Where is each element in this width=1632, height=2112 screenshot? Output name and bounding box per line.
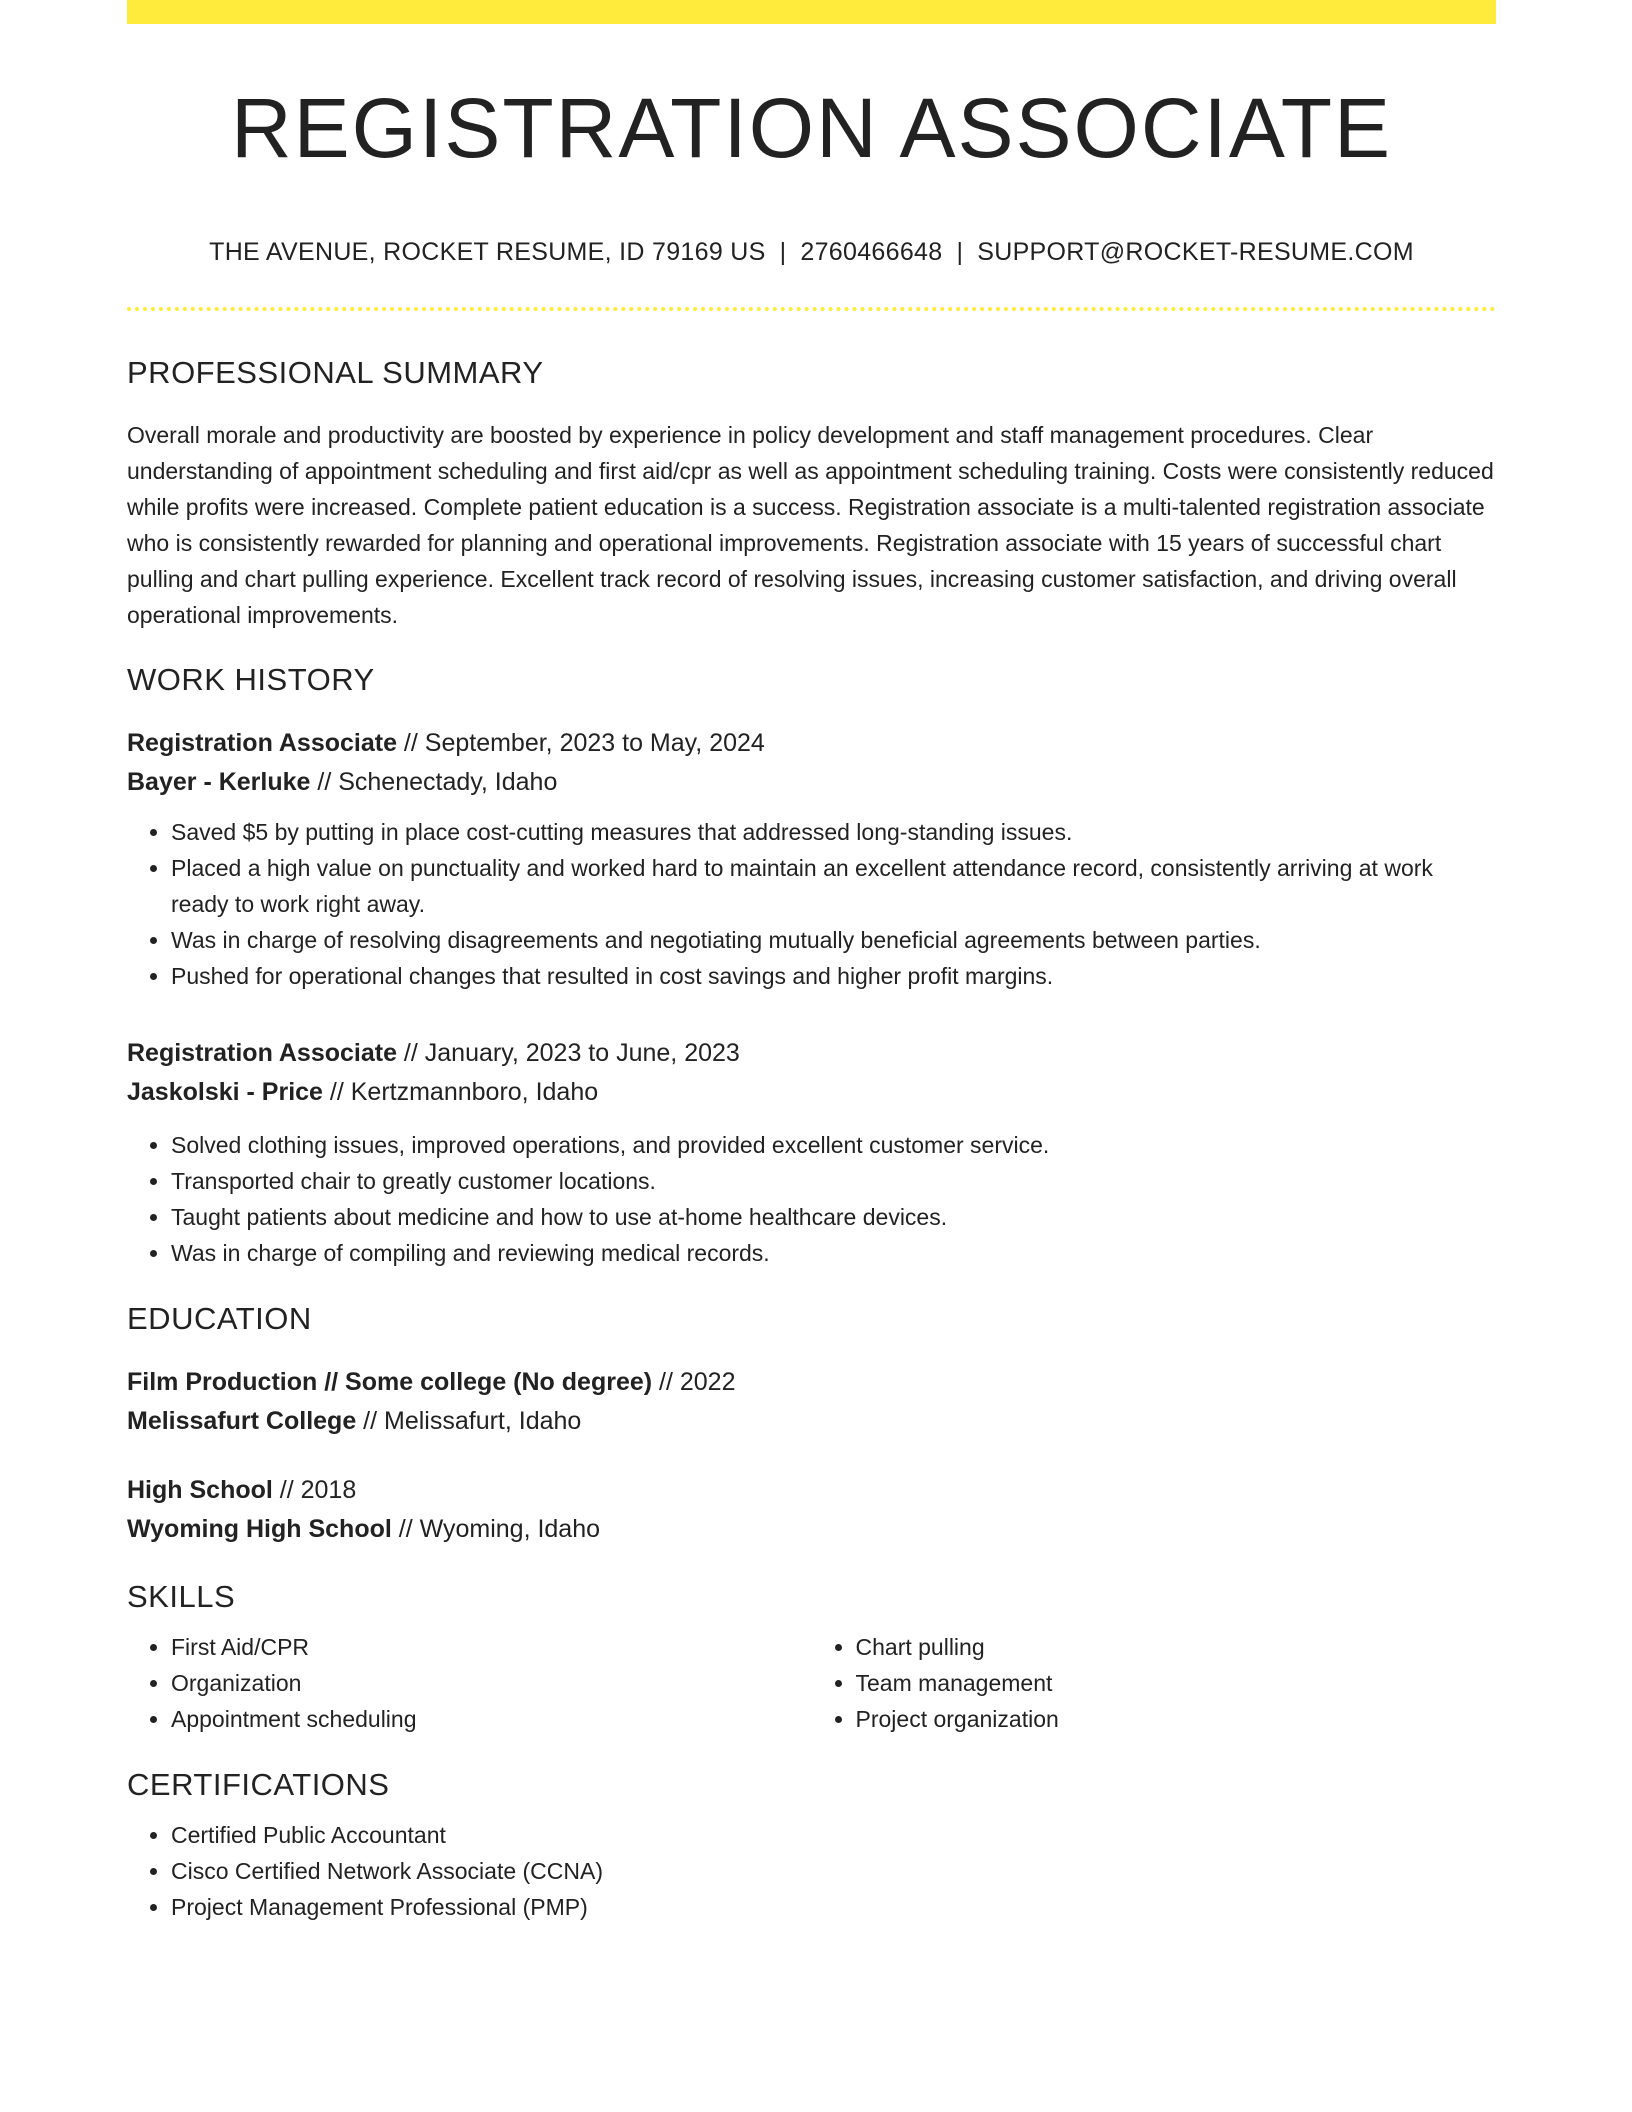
job-company: Bayer - Kerluke <box>127 768 311 796</box>
education-entry <box>127 1471 1496 1549</box>
job-dates: // January, 2023 to June, 2023 <box>396 1039 740 1067</box>
section-heading-work-history: WORK HISTORY <box>127 662 375 697</box>
skills-list-right <box>812 1629 1497 1737</box>
job-location: // Kertzmannboro, Idaho <box>322 1078 599 1106</box>
section-heading-certifications: CERTIFICATIONS <box>127 1767 390 1802</box>
contact-phone: 2760466648 <box>800 238 943 266</box>
education-degree: Film Production // Some college (No degree) <box>127 1368 653 1396</box>
skills-list-left <box>127 1629 812 1737</box>
education-degree-line <box>127 1363 1496 1402</box>
list-item: • First Aid/CPR <box>171 1629 812 1665</box>
education-location: // Wyoming, Idaho <box>391 1515 601 1543</box>
education-school-line <box>127 1402 1496 1441</box>
list-item: • Pushed for operational changes that resulted in cost savings and higher profit margins. <box>171 958 1496 994</box>
section-heading-summary: PROFESSIONAL SUMMARY <box>127 355 544 390</box>
list-item: • Was in charge of resolving disagreements and negotiating mutually beneficial agreements between parties. <box>171 922 1496 958</box>
contact-address: THE AVENUE, ROCKET RESUME, ID 79169 US <box>209 238 766 266</box>
job-entry <box>127 724 1496 994</box>
education-school-line <box>127 1510 1496 1549</box>
summary-text: Overall morale and productivity are boosted by experience in policy development and staff management procedures. Clear understanding of appointment scheduling and first aid/cpr as well as appointment scheduling training. Costs were consistently reduced while profits were increased. Complete patient education is a success. Registration associate is a multi-talented registration associate who is consistently rewarded for planning and operational improvements. Registration associate with 15 years of successful chart pulling and chart pulling experience. Excellent track record of resolving issues, increasing customer satisfaction, and driving overall operational improvements. <box>127 422 1494 628</box>
job-bullets <box>127 1127 1496 1271</box>
education-degree-line <box>127 1471 1496 1510</box>
dotted-divider <box>127 307 1496 311</box>
top-accent-bar <box>127 0 1496 24</box>
list-item: • Team management <box>856 1665 1497 1701</box>
education-entry <box>127 1363 1496 1441</box>
contact-email: SUPPORT@ROCKET-RESUME.COM <box>977 238 1414 266</box>
job-title-line <box>127 724 1496 763</box>
education-year: // 2018 <box>272 1476 357 1504</box>
education-school: Wyoming High School <box>127 1515 392 1543</box>
list-item: • Project Management Professional (PMP) <box>171 1889 1496 1925</box>
list-item: • Solved clothing issues, improved operations, and provided excellent customer service. <box>171 1127 1496 1163</box>
list-item: • Cisco Certified Network Associate (CCNA) <box>171 1853 1496 1889</box>
resume-page <box>127 0 1496 1925</box>
list-item: • Chart pulling <box>856 1629 1497 1665</box>
section-heading-skills: SKILLS <box>127 1579 236 1614</box>
list-item: • Transported chair to greatly customer locations. <box>171 1163 1496 1199</box>
list-item: • Project organization <box>856 1701 1497 1737</box>
list-item: • Organization <box>171 1665 812 1701</box>
job-location: // Schenectady, Idaho <box>310 768 558 796</box>
job-company-line <box>127 763 1496 802</box>
education-school: Melissafurt College <box>127 1407 357 1435</box>
certifications-list <box>127 1817 1496 1925</box>
job-dates: // September, 2023 to May, 2024 <box>396 729 765 757</box>
contact-separator: | <box>956 238 964 266</box>
contact-separator: | <box>779 238 787 266</box>
list-item: • Saved $5 by putting in place cost-cutting measures that addressed long-standing issues. <box>171 814 1496 850</box>
job-title: Registration Associate <box>127 729 397 757</box>
list-item: • Certified Public Accountant <box>171 1817 1496 1853</box>
education-degree: High School <box>127 1476 273 1504</box>
contact-line <box>127 238 1496 267</box>
list-item: • Appointment scheduling <box>171 1701 812 1737</box>
education-location: // Melissafurt, Idaho <box>356 1407 582 1435</box>
job-company: Jaskolski - Price <box>127 1078 323 1106</box>
job-entry <box>127 1034 1496 1271</box>
job-bullets <box>127 814 1496 994</box>
job-title-line <box>127 1034 1496 1073</box>
skills-columns <box>127 1629 1496 1737</box>
list-item: • Placed a high value on punctuality and worked hard to maintain an excellent attendance record, consistently arriving at work ready to work right away. <box>171 850 1496 922</box>
list-item: • Taught patients about medicine and how to use at-home healthcare devices. <box>171 1199 1496 1235</box>
job-company-line <box>127 1073 1496 1112</box>
list-item: • Was in charge of compiling and reviewing medical records. <box>171 1235 1496 1271</box>
section-heading-education: EDUCATION <box>127 1301 312 1336</box>
job-title: Registration Associate <box>127 1039 397 1067</box>
education-year: // 2022 <box>652 1368 736 1396</box>
certifications-block <box>127 1817 1496 1925</box>
resume-title: REGISTRATION ASSOCIATE <box>230 81 1393 175</box>
